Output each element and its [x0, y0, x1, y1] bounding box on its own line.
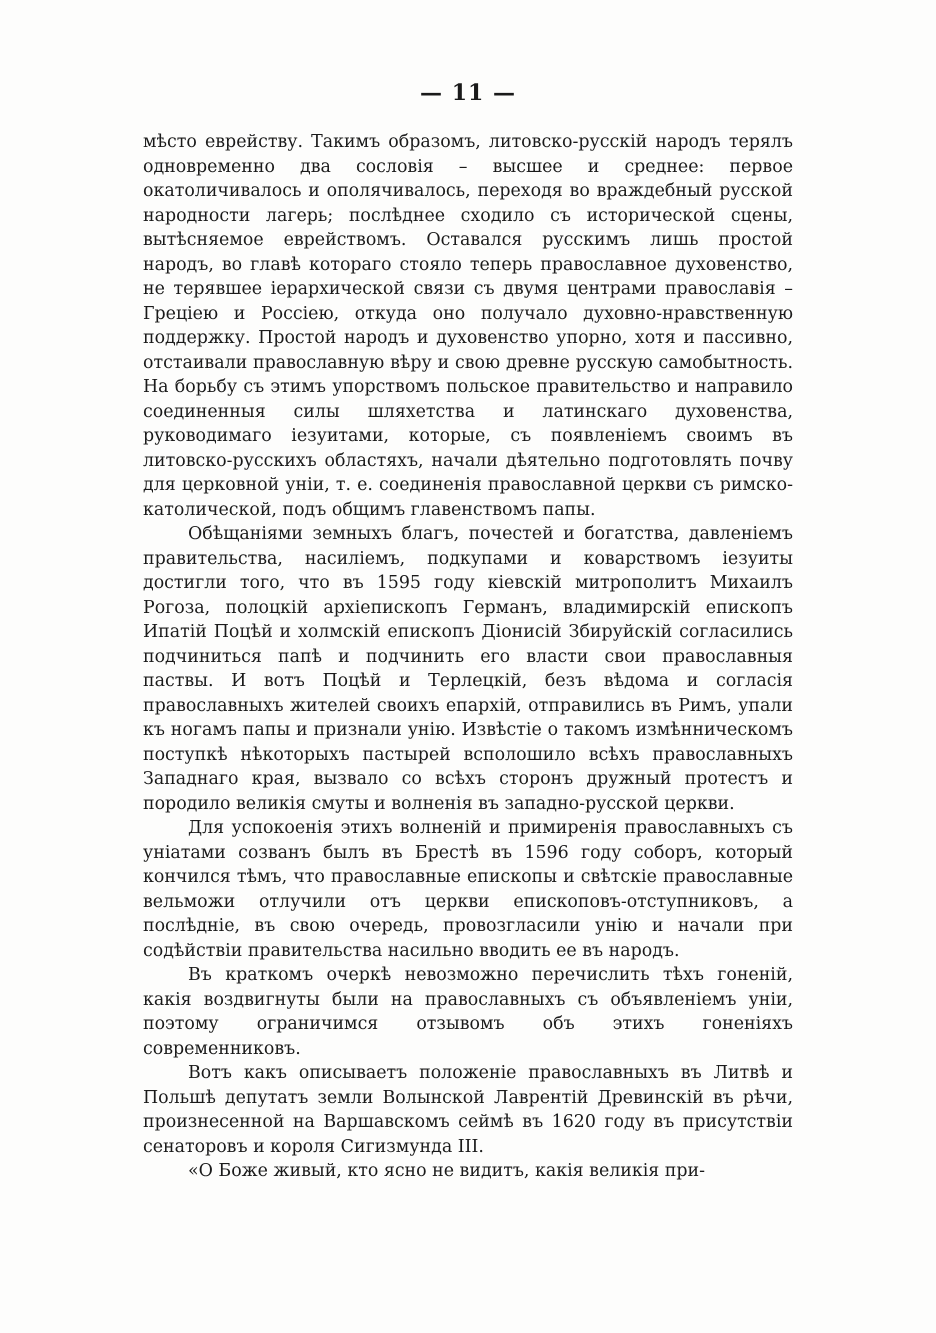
paragraph: Обѣщаніями земныхъ благъ, почестей и богатства, давленіемъ правительства, насиліемъ, подкупами и коварствомъ іезуиты достигли того, что въ 1595 году кіевскій митрополитъ Михаилъ Рогоза, полоцкій архіепископъ Германъ, владимирскій епископъ Ипатій Поцѣй и холмскій епископъ Діонисій Збируйскій согласились подчиниться папѣ и подчинить его власти свои православныя паствы. И вотъ Поцѣй и Терлецкій, безъ вѣдома и согласія православныхъ жителей своихъ епархій, отправились въ Римъ, упали къ ногамъ папы и признали унію. Извѣстіе о такомъ измѣнническомъ поступкѣ нѣкоторыхъ пастырей всполошило всѣхъ православныхъ Западнаго края, вызвало со всѣхъ сторонъ дружный протестъ и породило великія смуты и волненія въ западно-русской церкви. [143, 524, 793, 814]
paragraph: мѣсто еврейству. Такимъ образомъ, литовско-русскій народъ терялъ одновременно два сословія – высшее и среднее: первое окатоличивалось и ополячивалось, переходя во враждебный русской народности лагерь; послѣднее сходило съ исторической сцены, вытѣсняемое еврействомъ. Оставался русскимъ лишь простой народъ, во главѣ котораго стояло теперь православное духовенство, не терявшее іерархической связи съ двумя центрами православія – Греціею и Россіею, откуда оно получало духовно-нравственную поддержку. Простой народъ и духовенство упорно, хотя и пассивно, отстаивали православную вѣру и свою древне русскую самобытность. На борьбу съ этимъ упорствомъ польское правительство и направило соединенныя силы шляхетства и латинскаго духовенства, руководимаго іезуитами, которые, съ появленіемъ своимъ въ литовско-русскихъ областяхъ, начали дѣятельно подготовлять почву для церковной уніи, т. е. соединенія православной церкви съ римско-католической, подъ общимъ главенствомъ папы. [143, 132, 793, 520]
paragraph: Для успокоенія этихъ волненій и примиренія православныхъ съ уніатами созванъ былъ въ Брестѣ въ 1596 году соборъ, который кончился тѣмъ, что православные епископы и свѣтскіе православные вельможи отлучили отъ церкви епископовъ-отступниковъ, а послѣдніе, въ свою очередь, провозгласили унію и начали при содѣйствіи правительства насильно вводить ее въ народъ. [143, 818, 793, 961]
page-number: — 11 — [420, 80, 516, 106]
body-text [143, 130, 793, 1184]
paragraph: Въ краткомъ очеркѣ невозможно перечислить тѣхъ гоненій, какія воздвигнуты были на православныхъ съ объявленіемъ уніи, поэтому ограничимся отзывомъ объ этихъ гоненіяхъ современниковъ. [143, 965, 793, 1059]
paragraph: Вотъ какъ описываетъ положеніе православныхъ въ Литвѣ и Польшѣ депутатъ земли Волынской Лаврентій Древинскій въ рѣчи, произнесенной на Варшавскомъ сеймѣ въ 1620 году въ присутствіи сенаторовъ и короля Сигизмунда III. [143, 1063, 793, 1157]
paragraph: «О Боже живый, кто ясно не видитъ, какія великія при- [188, 1161, 705, 1181]
